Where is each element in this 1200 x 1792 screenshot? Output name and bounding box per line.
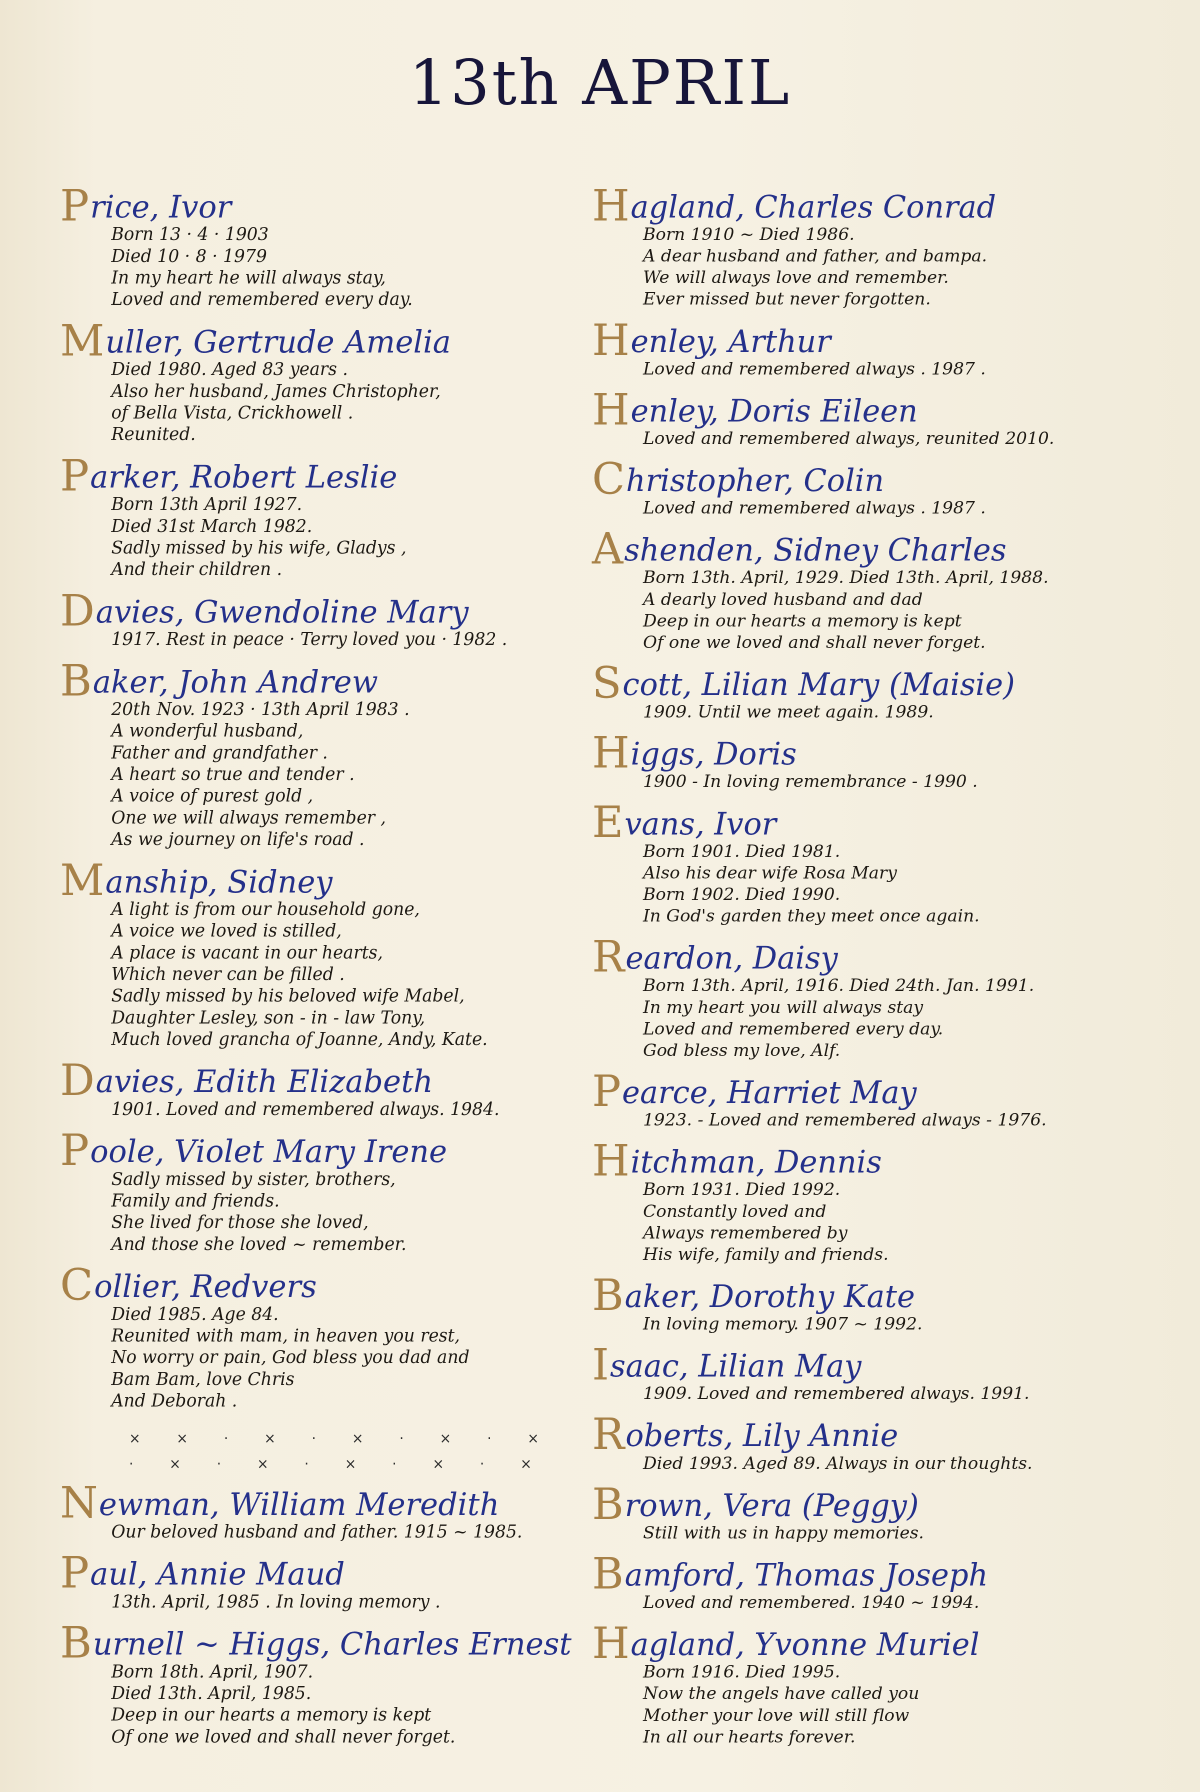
entry-name-text: aker, Dorothy Kate [624,1279,915,1315]
entry-lines [60,1169,572,1256]
entry-name [60,451,572,502]
illuminated-initial: I [592,1340,610,1391]
entry-line: Bam Bam, love Chris [111,1369,295,1390]
entry-lines [592,428,1141,450]
entry-line: A voice we loved is stilled, [111,921,342,942]
entry-line: 1917. Rest in peace · Terry loved you · 1982 . [111,630,508,650]
memorial-entry [60,585,572,651]
entry-line: A wonderful husband, [111,721,304,742]
entry-line: Died 13th. April, 1985. [111,1684,312,1704]
entry-line: Sadly missed by his wife, Gladys , [111,538,407,559]
entry-line: Also her husband, James Christopher, [111,382,441,402]
entry-name [592,385,1141,436]
entry-name [592,798,1141,849]
entry-line: Of one we loved and shall never forget. [111,1727,456,1748]
entry-lines [592,1662,1141,1748]
entry-name-text: hristopher, Colin [626,463,885,499]
entry-line: Which never can be filled . [111,965,345,985]
entry-line: Loved and remembered always, reunited 2010. [642,429,1055,449]
entry-line: Family and friends. [111,1191,280,1212]
memorial-entry [592,181,1141,311]
entry-lines [60,699,572,851]
entry-line: In God's garden they meet once again. [642,906,980,927]
entry-line: A dear husband and father, and bampa. [642,246,988,267]
entry-lines [60,494,572,581]
entry-lines [592,976,1141,1062]
entry-line: Much loved grancha of Joanne, Andy, Kate. [111,1030,488,1050]
entry-name-text: aker, John Andrew [92,664,379,701]
entry-lines [592,1383,1141,1405]
memorial-entry [60,1125,572,1256]
memorial-entry [592,315,1141,380]
page-title: 13th APRIL [408,46,792,119]
entry-lines [592,1179,1141,1265]
memorial-entry [60,181,572,311]
entry-name-text: shenden, Sidney Charles [624,533,1007,569]
entry-lines [60,899,572,1051]
memorial-entry [592,1340,1141,1405]
entry-lines [60,224,572,311]
memorial-entry [592,728,1141,793]
entry-line: Born 1931. Died 1992. [642,1180,841,1201]
entry-name [60,855,572,907]
entry-line: Loved and remembered. 1940 ~ 1994. [642,1593,980,1613]
entry-line: Deep in our hearts a memory is kept [111,1705,432,1726]
entry-line: 1900 - In loving remembrance - 1990 . [642,772,978,793]
memorial-entry [592,1066,1141,1132]
decorative-ornament-row: × × · × · × · × · × [128,1431,555,1447]
entry-line: Died 1993. Aged 89. Always in our thoughts. [642,1454,1033,1474]
entry-line: She lived for those she loved, [111,1213,369,1234]
illuminated-initial: B [60,1618,92,1669]
memorial-entry [60,655,572,851]
entry-name [592,932,1141,983]
left-column [60,181,572,1762]
illuminated-initial: B [60,655,92,707]
illuminated-initial: D [60,585,95,637]
entry-line: Deep in our hearts a memory is kept [642,611,962,632]
entry-line: Now the angels have called you [642,1684,920,1705]
entry-name-text: amford, Thomas Joseph [624,1558,989,1594]
entry-line: Mother your love will still flow [642,1706,910,1726]
memorial-entry [592,1479,1141,1544]
entry-line: Our beloved husband and father. 1915 ~ 1985. [111,1522,523,1543]
entry-lines [592,702,1141,724]
entry-line: God bless my love, Alf. [642,1041,841,1061]
entry-name-text: agland, Yvonne Muriel [630,1627,980,1663]
entry-name [60,1618,572,1669]
entry-line: Always remembered by [642,1223,848,1244]
illuminated-initial: S [592,658,622,709]
illuminated-initial: H [592,1136,630,1187]
illuminated-initial: B [592,1270,624,1321]
entry-lines [592,498,1141,520]
entry-lines [60,1304,572,1412]
entry-line: Loved and remembered always . 1987 . [642,498,986,519]
memorial-entry [60,1055,572,1121]
entry-name-text: ewman, William Meredith [98,1487,500,1523]
entry-line: Died 1980. Aged 83 years . [111,360,348,381]
entry-name [60,181,572,232]
entry-name-text: arker, Robert Leslie [90,459,398,496]
memorial-entry [60,451,572,581]
entry-name [592,1549,1141,1600]
illuminated-initial: P [60,451,90,502]
memorial-entry [592,798,1141,928]
entry-name [592,728,1141,779]
entry-line: Loved and remembered every day. [642,1019,944,1040]
entry-name-text: earce, Harriet May [622,1075,917,1111]
entry-lines [592,359,1141,381]
memorial-entry [592,1618,1141,1749]
memorial-entry [592,524,1141,654]
entry-line: In my heart he will always stay, [111,268,386,289]
entry-name-text: iggs, Doris [630,737,797,773]
entry-name [592,1618,1141,1669]
entry-lines [60,1522,572,1544]
entry-line: Ever missed but never forgotten. [642,290,931,310]
entry-line: Born 13th. April, 1916. Died 24th. Jan. 1991. [642,976,1035,997]
illuminated-initial: B [592,1549,624,1600]
entry-line: We will always love and remember. [642,268,949,289]
entry-name-text: agland, Charles Conrad [630,190,997,226]
entry-lines [60,1592,572,1614]
entry-name-text: eardon, Daisy [625,941,838,977]
entry-name-text: aul, Annie Maud [90,1557,345,1593]
entry-name [592,181,1141,232]
entry-line: Died 10 · 8 · 1979 [111,247,267,267]
entry-name [592,1270,1141,1321]
entry-name-text: avies, Gwendoline Mary [95,594,469,631]
entry-lines [60,1662,572,1749]
entry-name-text: avies, Edith Elizabeth [95,1064,434,1101]
entry-line: Of one we loved and shall never forget. [642,633,986,653]
memorial-entry [60,1478,572,1543]
entry-lines [592,1453,1141,1475]
entry-line: Born 13th. April, 1929. Died 13th. April, 1988. [642,568,1049,589]
entry-line: His wife, family and friends. [642,1245,889,1265]
memorial-entry [60,316,572,446]
illuminated-initial: P [60,1548,90,1599]
entry-name [60,1055,572,1107]
entry-line: Born 13th April 1927. [111,495,303,516]
entry-name [60,655,572,707]
entry-name-text: rice, Ivor [90,190,232,226]
entry-line: Daughter Lesley, son - in - law Tony, [111,1008,426,1029]
entry-line: Reunited with mam, in heaven you rest, [111,1326,461,1347]
illuminated-initial: C [60,1260,94,1311]
entry-name [592,1409,1141,1460]
entry-name-text: urnell ~ Higgs, Charles Ernest [92,1627,572,1663]
entry-name-text: enley, Arthur [630,324,831,360]
entry-line: Constantly loved and [642,1202,827,1222]
entry-name [60,1260,572,1311]
entry-lines [592,1314,1141,1336]
entry-line: A dearly loved husband and dad [642,590,923,610]
entry-line: No worry or pain, God bless you dad and [111,1348,470,1369]
illuminated-initial: P [592,1066,622,1117]
entry-name [592,1066,1141,1117]
illuminated-initial: R [592,932,625,983]
illuminated-initial: M [60,316,105,367]
entry-line: In my heart you will always stay [642,998,924,1018]
entry-line: Sadly missed by his beloved wife Mabel, [111,986,465,1007]
entry-line: In loving memory. 1907 ~ 1992. [642,1314,923,1335]
entry-line: And those she loved ~ remember. [111,1235,407,1255]
entry-line: Loved and remembered every day. [111,290,413,311]
entry-lines [592,1110,1141,1132]
entry-name-text: itchman, Dennis [630,1145,882,1181]
illuminated-initial: D [60,1055,95,1107]
entry-line: A place is vacant in our hearts, [111,943,383,964]
entry-line: of Bella Vista, Crickhowell . [111,403,354,424]
memorial-entry [592,932,1141,1062]
entry-line: Born 1910 ~ Died 1986. [642,225,855,245]
entry-line: A light is from our household gone, [111,900,420,920]
entry-line: Born 1916. Died 1995. [642,1662,841,1683]
entry-line: In all our hearts forever. [642,1727,856,1748]
entry-line: A voice of purest gold , [111,786,314,807]
entry-name [592,454,1141,505]
entry-line: Reunited. [111,425,196,446]
illuminated-initial: H [592,1618,630,1669]
entry-lines [592,1523,1141,1545]
right-column [592,181,1141,1762]
memorial-entry [592,658,1141,724]
entry-line: 20th Nov. 1923 · 13th April 1983 . [111,700,410,720]
memorial-entry [60,855,572,1051]
entry-line: Born 1901. Died 1981. [642,842,841,862]
entry-line: Born 18th. April, 1907. [111,1662,314,1683]
entry-lines [592,1592,1141,1614]
memorial-entry [592,454,1141,520]
memorial-entry [60,1260,572,1413]
entry-line: Loved and remembered always . 1987 . [642,359,986,380]
entry-line: Died 1985. Age 84. [111,1304,279,1325]
entry-line: 1909. Until we meet again. 1989. [642,702,934,723]
entry-name-text: cott, Lilian Mary (Maisie) [622,667,1016,703]
entry-lines [60,629,572,651]
memorial-entry [592,385,1141,450]
entry-lines [592,772,1141,794]
entry-line: One we will always remember , [111,808,386,829]
entry-name [592,1479,1141,1530]
entry-line: A heart so true and tender . [111,765,355,785]
entry-name-text: ollier, Redvers [94,1269,317,1305]
entry-line: 1923. - Loved and remembered always - 1976. [642,1110,1047,1131]
entry-lines [592,841,1141,927]
entry-name [592,1136,1141,1187]
entry-line: And Deborah . [111,1391,238,1412]
entry-lines [60,359,572,446]
entry-line: Still with us in happy memories. [642,1523,925,1544]
illuminated-initial: A [592,524,624,575]
entry-name [592,1340,1141,1391]
entry-name [60,1478,572,1529]
entry-line: Also his dear wife Rosa Mary [642,863,897,884]
memorial-entry [592,1270,1141,1336]
illuminated-initial: E [592,798,624,849]
illuminated-initial: R [592,1409,625,1460]
entry-line: 1909. Loved and remembered always. 1991. [642,1384,1030,1405]
entry-name-text: rown, Vera (Peggy) [624,1488,919,1524]
illuminated-initial: H [592,315,630,366]
entry-line: 13th. April, 1985 . In loving memory . [111,1592,441,1613]
entry-name-text: oole, Violet Mary Irene [90,1134,448,1171]
entry-name [60,585,572,637]
entry-name [60,316,572,367]
memorial-entry [592,1409,1141,1475]
entry-name [60,1548,572,1599]
entry-name-text: saac, Lilian May [610,1349,862,1385]
entry-name-text: anship, Sidney [105,864,333,901]
memorial-entry [60,1618,572,1748]
entry-name [592,658,1141,709]
memorial-entry [592,1549,1141,1614]
illuminated-initial: C [592,454,626,505]
entry-name [60,1125,572,1176]
illuminated-initial: P [60,1125,90,1176]
memorial-entry [60,1548,572,1613]
entry-name [592,315,1141,366]
entry-line: 1901. Loved and remembered always. 1984. [111,1100,500,1120]
illuminated-initial: H [592,728,630,779]
illuminated-initial: P [60,181,90,232]
memorial-entry [592,1136,1141,1266]
entry-name-text: uller, Gertrude Amelia [105,324,452,361]
entry-line: Sadly missed by sister, brothers, [111,1170,396,1190]
entry-name [592,524,1141,575]
illuminated-initial: H [592,181,630,232]
decorative-ornament-row: · × · × · × · × · × [128,1456,548,1473]
entry-name-text: oberts, Lily Annie [625,1418,899,1455]
entry-name-text: enley, Doris Eileen [630,393,918,430]
illuminated-initial: M [60,855,105,907]
entry-line: Born 1902. Died 1990. [642,885,841,905]
entry-line: And their children . [111,560,283,581]
illuminated-initial: N [60,1478,98,1529]
entry-lines [592,568,1141,654]
entry-line: Father and grandfather . [111,743,328,764]
entry-lines [60,1099,572,1121]
entry-line: Died 31st March 1982. [111,517,313,537]
entry-line: Born 13 · 4 · 1903 [111,225,269,246]
entry-line: As we journey on life's road . [111,830,365,850]
entry-lines [592,224,1141,310]
entry-name-text: vans, Ivor [624,806,777,843]
illuminated-initial: B [592,1479,624,1530]
illuminated-initial: H [592,385,630,436]
